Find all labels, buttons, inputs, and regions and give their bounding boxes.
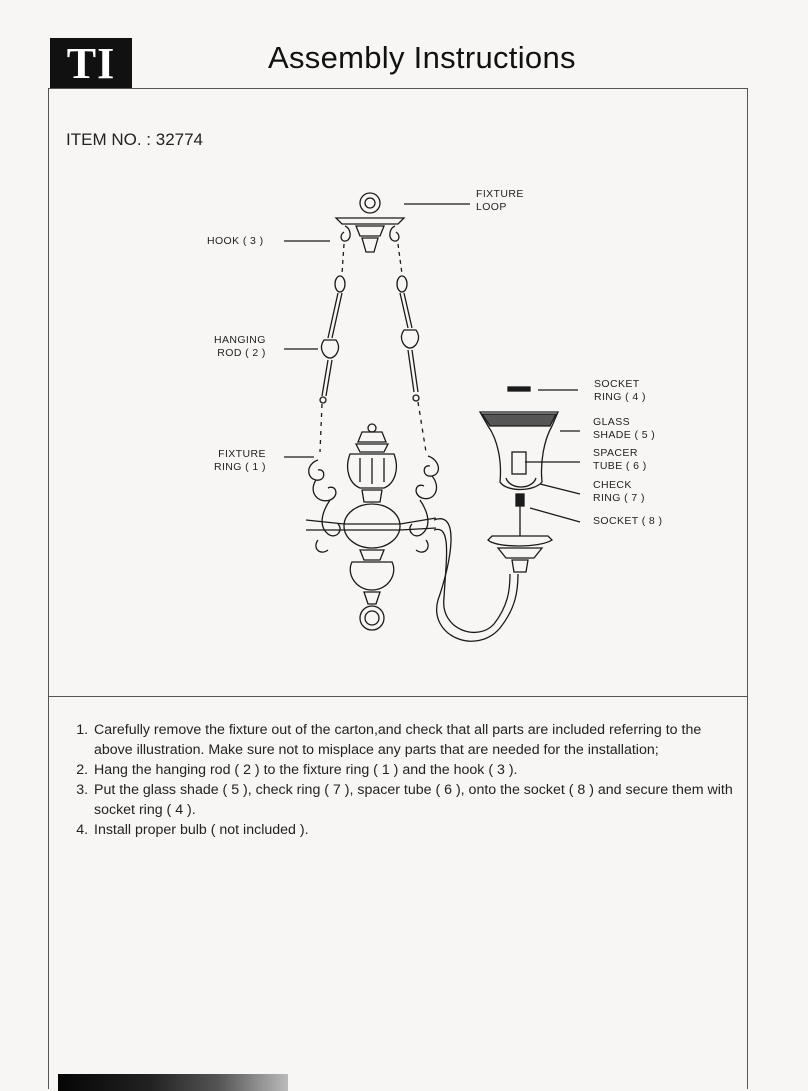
instruction-step: 1. Carefully remove the fixture out of the carton,and check that all parts are included referring to the above illustration. Make sure not to misplace any parts that are needed for the installation;	[92, 720, 739, 760]
instruction-step: 4. Install proper bulb ( not included ).	[92, 820, 739, 840]
instructions-list	[74, 720, 739, 840]
spacer-tube-part	[512, 452, 526, 474]
brand-logo: TI	[50, 38, 132, 88]
page-title: Assembly Instructions	[268, 40, 576, 75]
scan-edge-bar	[58, 1074, 288, 1091]
socket-ring-part	[508, 387, 530, 391]
item-number-label: ITEM NO. :	[66, 130, 151, 149]
instruction-step: 2. Hang the hanging rod ( 2 ) to the fixture ring ( 1 ) and the hook ( 3 ).	[92, 760, 739, 780]
label-socket-ring: SOCKET RING ( 4 )	[594, 378, 646, 403]
label-check-ring: CHECK RING ( 7 )	[593, 479, 645, 504]
leader-socket	[530, 508, 580, 522]
label-hook: HOOK ( 3 )	[207, 235, 264, 247]
socket-cup-part	[488, 536, 552, 572]
socket-part	[516, 494, 524, 536]
hanging-rod-right	[397, 276, 419, 401]
glass-shade-part	[480, 412, 558, 490]
label-socket: SOCKET ( 8 )	[593, 515, 663, 527]
check-ring-part	[506, 478, 536, 487]
label-spacer-tube: SPACER TUBE ( 6 )	[593, 447, 647, 472]
leader-check-ring	[540, 484, 580, 494]
hanging-rod-left	[320, 276, 345, 403]
arm-part	[434, 519, 518, 641]
label-fixture-ring: FIXTURE RING ( 1 )	[214, 448, 266, 473]
fixture-loop-part	[336, 193, 404, 252]
label-fixture-loop: FIXTURE LOOP	[476, 188, 524, 213]
instruction-step: 3. Put the glass shade ( 5 ), check ring ( 7 ), spacer tube ( 6 ), onto the socket ( 8 ) and secure them with socket ring ( 4 ).	[92, 780, 739, 820]
label-hanging-rod: HANGING ROD ( 2 )	[214, 334, 266, 359]
label-glass-shade: GLASS SHADE ( 5 )	[593, 416, 656, 441]
item-number-value: 32774	[155, 130, 204, 149]
hook-part	[341, 226, 399, 241]
central-body	[306, 424, 436, 630]
